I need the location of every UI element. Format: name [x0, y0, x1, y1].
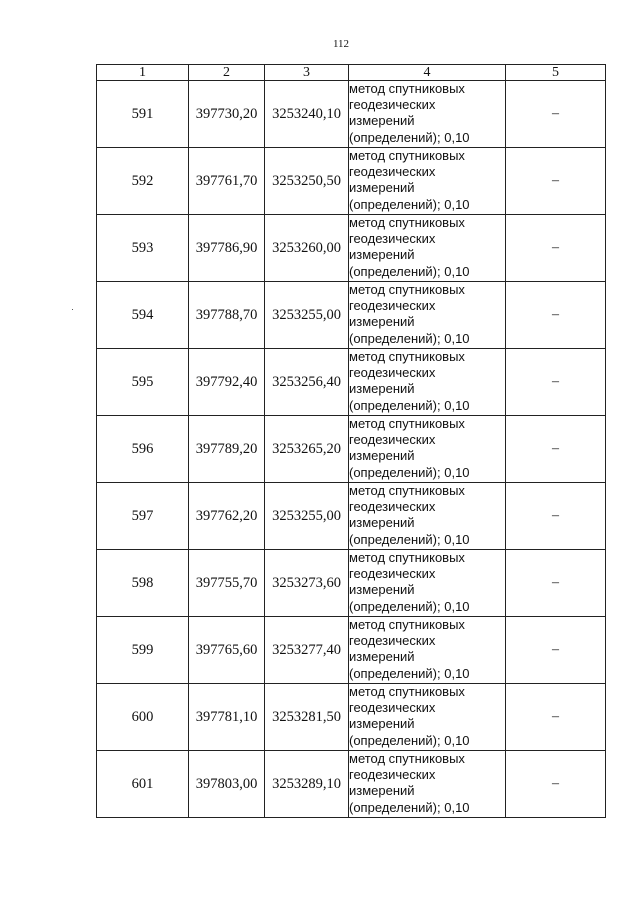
method-line: геодезических	[349, 566, 436, 582]
method-cell	[349, 550, 506, 617]
method-line: (определений); 0,10	[349, 263, 470, 279]
header-col-1: 1	[97, 65, 189, 81]
method-cell	[349, 617, 506, 684]
y-coordinate-cell: 3253281,50	[265, 684, 349, 751]
note-cell: –	[506, 81, 606, 148]
method-line: геодезических	[349, 432, 436, 448]
method-line: (определений); 0,10	[349, 397, 470, 413]
header-col-5: 5	[506, 65, 606, 81]
method-line: метод спутниковых	[349, 617, 465, 632]
method-line: измерений	[349, 381, 415, 397]
method-cell	[349, 215, 506, 282]
x-coordinate-cell: 397786,90	[189, 215, 265, 282]
y-coordinate-cell: 3253260,00	[265, 215, 349, 282]
point-cell: 593	[97, 215, 189, 282]
method-line: геодезических	[349, 700, 436, 716]
method-line: метод спутниковых	[349, 416, 465, 431]
table-row	[97, 215, 606, 282]
method-line: измерений	[349, 716, 415, 732]
method-line: метод спутниковых	[349, 282, 465, 297]
point-cell: 595	[97, 349, 189, 416]
method-line: метод спутниковых	[349, 550, 465, 565]
note-cell: –	[506, 215, 606, 282]
method-line: измерений	[349, 649, 415, 665]
y-coordinate-cell: 3253255,00	[265, 282, 349, 349]
point-cell: 591	[97, 81, 189, 148]
table-row	[97, 282, 606, 349]
method-line: геодезических	[349, 298, 436, 314]
table-row	[97, 550, 606, 617]
y-coordinate-cell: 3253273,60	[265, 550, 349, 617]
table-row	[97, 617, 606, 684]
table-row	[97, 684, 606, 751]
method-cell	[349, 349, 506, 416]
method-line: измерений	[349, 314, 415, 330]
point-cell: 592	[97, 148, 189, 215]
method-line: геодезических	[349, 231, 436, 247]
header-col-3: 3	[265, 65, 349, 81]
note-cell: –	[506, 282, 606, 349]
x-coordinate-cell: 397762,20	[189, 483, 265, 550]
point-cell: 596	[97, 416, 189, 483]
method-line: метод спутниковых	[349, 483, 465, 498]
method-line: измерений	[349, 180, 415, 196]
note-cell: –	[506, 550, 606, 617]
method-line: (определений); 0,10	[349, 330, 470, 346]
y-coordinate-cell: 3253256,40	[265, 349, 349, 416]
x-coordinate-cell: 397765,60	[189, 617, 265, 684]
y-coordinate-cell: 3253255,00	[265, 483, 349, 550]
method-line: (определений); 0,10	[349, 531, 470, 547]
header-row	[97, 65, 606, 81]
x-coordinate-cell: 397788,70	[189, 282, 265, 349]
note-cell: –	[506, 148, 606, 215]
note-cell: –	[506, 483, 606, 550]
method-line: метод спутниковых	[349, 751, 465, 766]
method-line: (определений); 0,10	[349, 732, 470, 748]
method-line: измерений	[349, 515, 415, 531]
table-row	[97, 349, 606, 416]
method-cell	[349, 416, 506, 483]
x-coordinate-cell: 397789,20	[189, 416, 265, 483]
note-cell: –	[506, 751, 606, 818]
x-coordinate-cell: 397755,70	[189, 550, 265, 617]
table-row	[97, 81, 606, 148]
method-cell	[349, 483, 506, 550]
page-number: 112	[332, 38, 350, 50]
method-line: (определений); 0,10	[349, 799, 470, 815]
point-cell: 597	[97, 483, 189, 550]
method-line: метод спутниковых	[349, 349, 465, 364]
x-coordinate-cell: 397803,00	[189, 751, 265, 818]
table-row	[97, 416, 606, 483]
note-cell: –	[506, 684, 606, 751]
method-line: геодезических	[349, 164, 436, 180]
method-line: (определений); 0,10	[349, 196, 470, 212]
y-coordinate-cell: 3253289,10	[265, 751, 349, 818]
x-coordinate-cell: 397792,40	[189, 349, 265, 416]
y-coordinate-cell: 3253250,50	[265, 148, 349, 215]
method-line: геодезических	[349, 499, 436, 515]
method-line: (определений); 0,10	[349, 129, 470, 145]
method-cell	[349, 751, 506, 818]
y-coordinate-cell: 3253265,20	[265, 416, 349, 483]
method-line: метод спутниковых	[349, 215, 465, 230]
method-line: (определений); 0,10	[349, 598, 470, 614]
header-col-4: 4	[349, 65, 506, 81]
method-line: измерений	[349, 783, 415, 799]
method-line: измерений	[349, 113, 415, 129]
note-cell: –	[506, 617, 606, 684]
point-cell: 599	[97, 617, 189, 684]
method-line: геодезических	[349, 365, 436, 381]
point-cell: 594	[97, 282, 189, 349]
note-cell: –	[506, 349, 606, 416]
table-row	[97, 148, 606, 215]
y-coordinate-cell: 3253240,10	[265, 81, 349, 148]
x-coordinate-cell: 397761,70	[189, 148, 265, 215]
method-line: измерений	[349, 582, 415, 598]
x-coordinate-cell: 397730,20	[189, 81, 265, 148]
method-line: метод спутниковых	[349, 81, 465, 96]
method-cell	[349, 148, 506, 215]
method-line: геодезических	[349, 633, 436, 649]
method-cell	[349, 81, 506, 148]
coordinates-table	[96, 64, 606, 818]
method-cell	[349, 684, 506, 751]
point-cell: 601	[97, 751, 189, 818]
method-line: геодезических	[349, 97, 436, 113]
method-line: метод спутниковых	[349, 148, 465, 163]
point-cell: 600	[97, 684, 189, 751]
y-coordinate-cell: 3253277,40	[265, 617, 349, 684]
method-cell	[349, 282, 506, 349]
x-coordinate-cell: 397781,10	[189, 684, 265, 751]
method-line: (определений); 0,10	[349, 665, 470, 681]
note-cell: –	[506, 416, 606, 483]
method-line: (определений); 0,10	[349, 464, 470, 480]
method-line: геодезических	[349, 767, 436, 783]
table-row	[97, 751, 606, 818]
method-line: измерений	[349, 448, 415, 464]
table-row	[97, 483, 606, 550]
method-line: метод спутниковых	[349, 684, 465, 699]
point-cell: 598	[97, 550, 189, 617]
header-col-2: 2	[189, 65, 265, 81]
scan-speck	[72, 309, 73, 310]
method-line: измерений	[349, 247, 415, 263]
